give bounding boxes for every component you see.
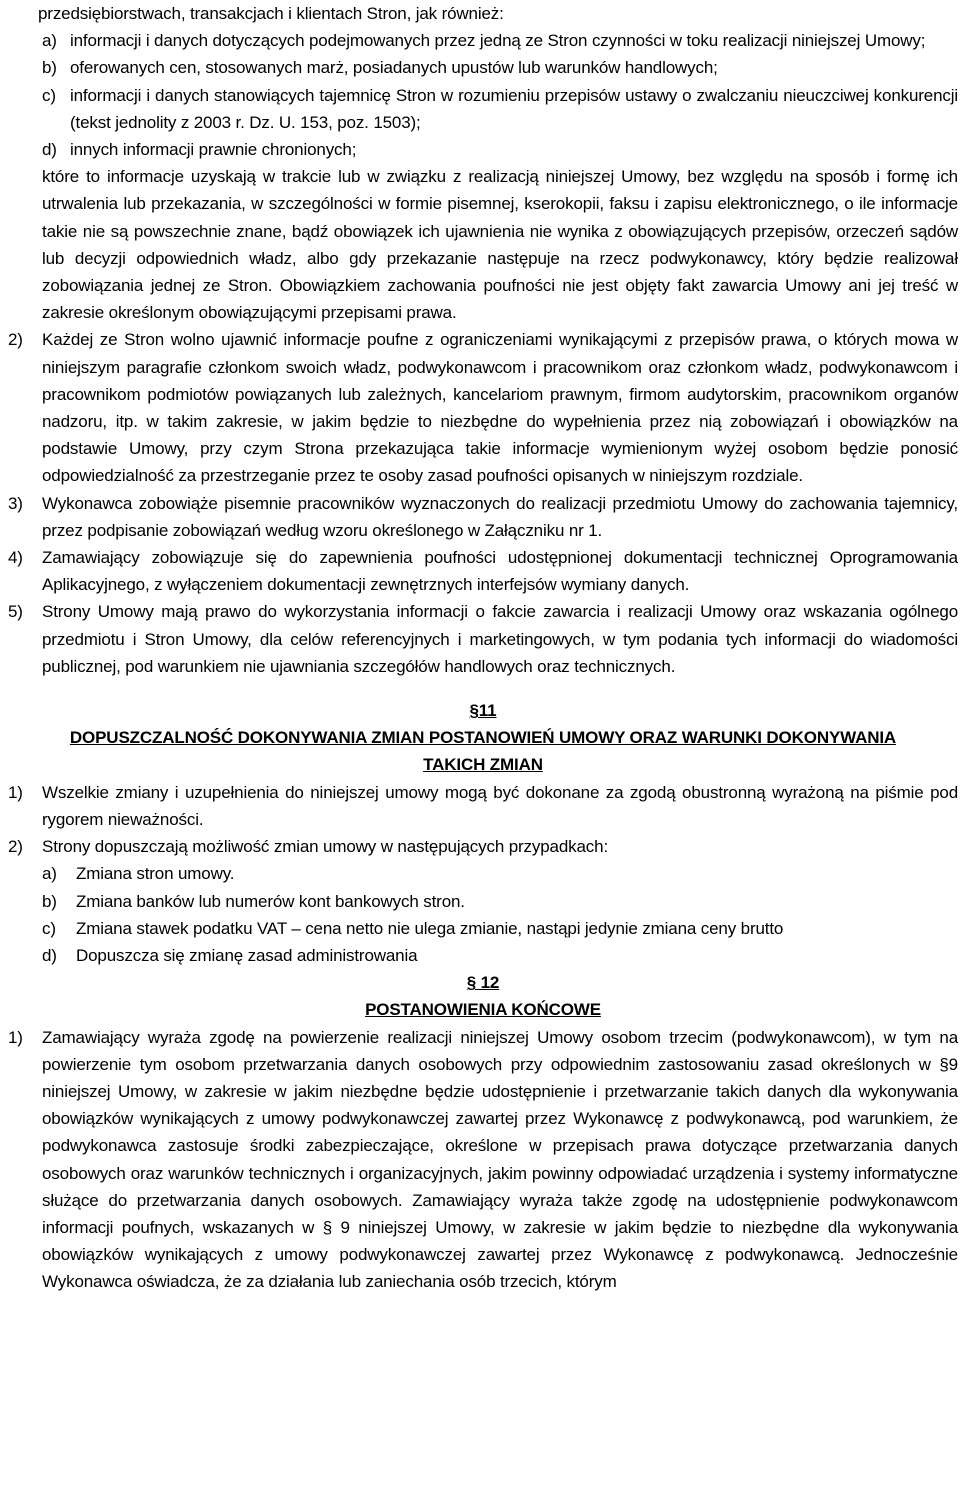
list-item-label: a) [42,31,57,51]
list-item-label: d) [42,945,57,965]
section-11-sublist [8,860,958,969]
list-item-label: b) [42,891,57,911]
section-item-label: 4) [8,548,23,568]
list-item [42,54,958,81]
section-item-text: Zamawiający zobowiązuje się do zapewnienia poufności udostępnionej dokumentacji technicznej Oprogramowania Aplikacyjnego, z wyłączeniem dokumentacji zewnętrznych interfejsów wymiany danych. [42,548,958,595]
section-item-text: Wykonawca zobowiąże pisemnie pracowników wyznaczonych do realizacji przedmiotu Umowy do zachowania tajemnicy, przez podpisanie zobowiązań według wzoru określonego w Załączniku nr 1. [42,493,958,540]
list-item [42,860,958,887]
list-item-label: c) [42,918,56,938]
section-item-label: 1) [8,782,23,802]
list-item-text: informacji i danych dotyczących podejmowanych przez jedną ze Stron czynności w toku realizacji niniejszej Umowy; [70,31,926,51]
list-item [42,942,958,969]
section-item-label: 2) [8,330,23,350]
list-item-label: c) [42,85,56,105]
list-item-text: oferowanych cen, stosowanych marż, posiadanych upustów lub warunków handlowych; [70,58,718,78]
section-item-label: 1) [8,1027,23,1047]
section-item-text: Strony Umowy mają prawo do wykorzystania informacji o fakcie zawarcia i realizacji Umowy oraz wskazania ogólnego przedmiotu i Stron Umowy, dla celów referencyjnych i marketingowych, w tym podania tych informacji do wiadomości publicznej, pod warunkiem nie ujawniania szczegółów handlowych oraz technicznych. [42,602,958,676]
list-item [42,82,958,136]
section-12-number: § 12 [466,973,500,993]
intro-tail-paragraph: które to informacje uzyskają w trakcie lub w związku z realizacją niniejszej Umowy, bez względu na sposób i formę ich utrwalenia lub przekazania, w szczególności w formie pisemnej, kserokopii, faksu i zapisu elektronicznego, o ile informacje takie nie są powszechnie znane, bądź obowiązek ich ujawnienia nie wynika z obowiązujących przepisów, orzeczeń sądów lub decyzji odpowiednich władz, albo gdy przekazanie następuje na rzecz podwykonawcy, który będzie realizował zobowiązania jednej ze Stron. Obowiązkiem zachowania poufności nie jest objęty fakt zawarcia Umowy ani jej treść w zakresie określonym obowiązującymi przepisami prawa. [42,167,958,323]
section-item-label: 3) [8,493,23,513]
section-11-title [8,724,958,778]
intro-paragraph: przedsiębiorstwach, transakcjach i klientach Stron, jak również: [38,4,504,23]
list-item-text: informacji i danych stanowiących tajemnicę Stron w rozumieniu przepisów ustawy o zwalczaniu nieuczciwej konkurencji (tekst jednolity z 2003 r. Dz. U. 153, poz. 1503); [70,85,958,132]
section-item [8,833,958,860]
list-item [42,888,958,915]
section-item-text: Zamawiający wyraża zgodę na powierzenie realizacji niniejszej Umowy osobom trzecim (podwykonawcom), w tym na powierzenie tym osobom przetwarzania danych osobowych przy odpowiednim zastosowaniu zasad określonych w §9 niniejszej Umowy, w zakresie w jakim niezbędne będzie udostępnienie i przetwarzanie takich danych dla wykonywania obowiązków wynikających z umowy podwykonawczej zawartej przez Wykonawcę z podwykonawcą, pod warunkiem, że podwykonawca zastosuje środki zabezpieczające, określone w przepisach prawa dotyczące przetwarzania danych osobowych oraz warunków technicznych i organizacyjnych, jakim powinny odpowiadać urządzenia i systemy informatyczne służące do przetwarzania danych osobowych. Zamawiający wyraża także zgodę na udostępnienie podwykonawcom informacji poufnych, wskazanych w § 9 niniejszej Umowy, w zakresie w jakim będzie to niezbędne dla wykonywania obowiązków wynikających z umowy podwykonawczej zawartej przez Wykonawcę z podwykonawcą. Jednocześnie Wykonawca oświadcza, że za działania lub zaniechania osób trzecich, którym [42,1027,958,1292]
section-item [8,1024,958,1296]
list-item-text: Zmiana banków lub numerów kont bankowych stron. [76,891,465,911]
section-item [8,598,958,680]
section-11-number: §11 [469,701,497,721]
list-item-label: a) [42,864,57,884]
section-item [8,326,958,489]
list-item [42,915,958,942]
intro-list [8,27,958,163]
section-item [8,779,958,833]
list-item-text: Dopuszcza się zmianę zasad administrowania [76,945,418,965]
list-item-label: d) [42,140,57,160]
section-item-label: 5) [8,602,23,622]
list-item [42,136,958,163]
list-item-label: b) [42,58,57,78]
section-11-title-line1: DOPUSZCZALNOŚĆ DOKONYWANIA ZMIAN POSTANOWIEŃ UMOWY ORAZ WARUNKI DOKONYWANIA [69,728,897,748]
list-item [42,27,958,54]
section-item-text: Wszelkie zmiany i uzupełnienia do niniejszej umowy mogą być dokonane za zgodą obustronną wyrażoną na piśmie pod rygorem nieważności. [42,782,958,829]
section-item [8,544,958,598]
section-item [8,490,958,544]
list-item-text: Zmiana stron umowy. [76,864,235,884]
section-12-title: POSTANOWIENIA KOŃCOWE [365,1000,601,1020]
section-11-title-line2: TAKICH ZMIAN [423,755,543,775]
section-item-text: Każdej ze Stron wolno ujawnić informacje poufne z ograniczeniami wynikającymi z przepisów prawa, o których mowa w niniejszym paragrafie członkom swoich władz, podwykonawcom i pracownikom oraz członkom władz, podwykonawcom i pracownikom podmiotów powiązanych lub zależnych, kancelariom prawnym, firmom audytorskim, pracownikom organów nadzoru, itp. w takim zakresie, w jakim będzie to niezbędne do wypełnienia przez nią zobowiązań i obowiązków na podstawie Umowy, przy czym Strona przekazująca takie informacje wymienionym wyżej osobom będzie ponosić odpowiedzialność za przestrzeganie przez te osoby zasad poufności opisanych w niniejszym rozdziale. [42,330,958,486]
section-item-label: 2) [8,837,23,857]
list-item-text: innych informacji prawnie chronionych; [70,140,357,160]
list-item-text: Zmiana stawek podatku VAT – cena netto nie ulega zmianie, nastąpi jedynie zmiana ceny brutto [76,918,784,938]
section-item-text: Strony dopuszczają możliwość zmian umowy w następujących przypadkach: [42,837,609,857]
